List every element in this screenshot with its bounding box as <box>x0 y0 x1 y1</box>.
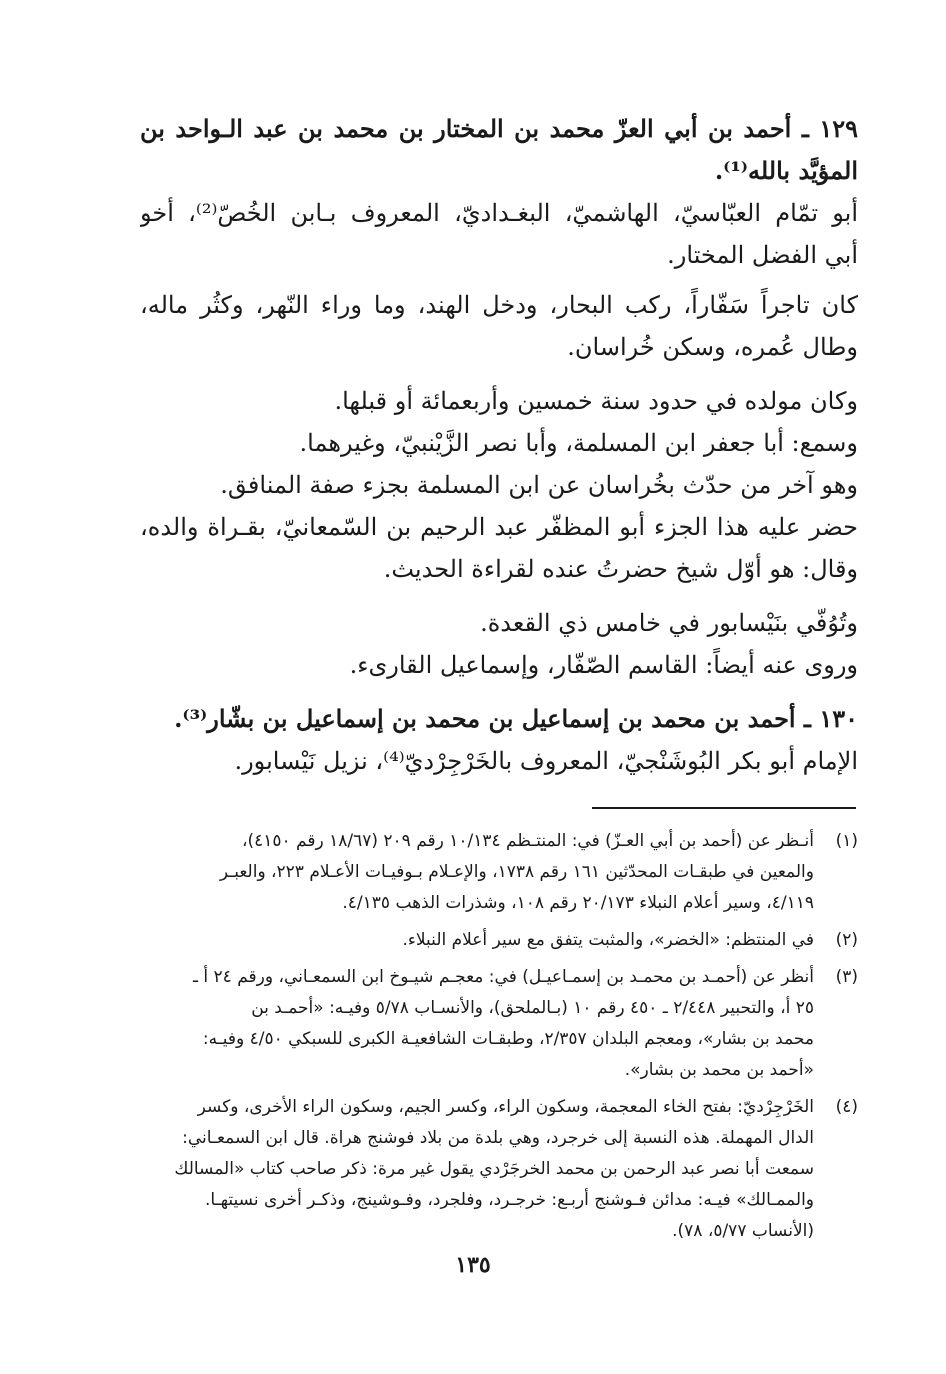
entry-129-paragraph-2-line-1: كان تاجراً سَفّاراً، ركب البحار، ودخل الهند، وما وراء النّهر، وكثُر ماله، <box>140 291 858 319</box>
entry-129-paragraph-4-line-2: وروى عنه أيضاً: القاسم الصّفّار، وإسماعيل القارىء. <box>349 651 858 679</box>
entry-129-heading-line-2: المؤيَّد بالله⁽¹⁾. <box>714 156 858 185</box>
entry-129-paragraph-3-line-5: وقال: هو أوّل شيخ حضرتُ عنده لقراءة الحديث. <box>383 555 858 583</box>
footnote-line: ٤/١١٩، وسير أعلام النبلاء ٢٠/١٧٣ رقم ١٠٨، وشذرات الذهب ٤/١٣٥. <box>342 893 814 913</box>
footnote-line: الدال المهملة. هذه النسبة إلى خرجرد، وهي بلدة من بلاد فوشنج هراة. قال ابن السمعـاني: <box>182 1128 814 1148</box>
footnote-line: الخَرْجِرْديّ: بفتح الخاء المعجمة، وسكون الراء، وكسر الجيم، وسكون الراء الأخرى، وكسر <box>197 1097 814 1117</box>
footnote-line: في المنتظم: «الخضر»، والمثبت يتفق مع سير أعلام النبلاء. <box>402 930 814 950</box>
entry-129-paragraph-3-line-2: وسمع: أبا جعفر ابن المسلمة، وأبا نصر الزَّيْنبيّ، وغيرهما. <box>299 429 858 457</box>
footnote-line: «أحمد بن محمد بن بشار». <box>624 1060 814 1080</box>
entry-129-paragraph-2-line-2: وطال عُمره، وسكن خُراسان. <box>567 333 858 361</box>
main-text <box>140 108 858 782</box>
footnote-line: أنظر عن (أحمـد بن محمـد بن إسمـاعيـل) في: معجـم شيـوخ ابن السمعـاني، ورقم ٢٤ أ ـ <box>193 967 814 987</box>
footnote-line: سمعت أبا نصر عبد الرحمن بن محمد الخرجَرْدي يقول غير مرة: ذكر صاحب كتاب «المسالك <box>174 1159 814 1179</box>
entry-129-paragraph-4-line-1: وتُوُفّي بنَيْسابور في خامس ذي القعدة. <box>480 609 858 637</box>
footnote-number: (٣) <box>835 967 858 987</box>
footnote-4 <box>140 1092 858 1247</box>
entry-129-paragraph-3-line-4: حضر عليه هذا الجزء أبو المظفّر عبد الرحيم بن السّمعانيّ، بقـراة والده، <box>140 513 858 541</box>
page-number: ١٣٥ <box>455 1252 491 1278</box>
footnote-number: (١) <box>835 831 858 851</box>
footnote-1 <box>140 826 858 919</box>
footnote-number: (٢) <box>835 930 858 950</box>
entry-129-paragraph-3-line-1: وكان مولده في حدود سنة خمسين وأربعمائة أو قبلها. <box>334 387 858 415</box>
footnote-line: محمد بن بشار»، ومعجم البلدان ٢/٣٥٧، وطبقـات الشافعيـة الكبرى للسبكي ٤/٥٠ وفيـه: <box>202 1029 814 1049</box>
footnote-line: أنـظر عن (أحمد بن أبي العـزّ) في: المنتـظم ١٠/١٣٤ رقم ٢٠٩ (١٨/٦٧ رقم ٤١٥٠)، <box>241 831 814 851</box>
entry-129-paragraph-1-line-1: أبو تمّام العبّاسيّ، الهاشميّ، البغـداديّ، المعروف بـابن الخُصّ⁽²⁾، أخو <box>140 199 858 227</box>
footnote-3 <box>140 962 858 1086</box>
footnote-2 <box>140 925 858 956</box>
footnote-line: ٢٥ أ، والتحبير ٢/٤٤٨ ـ ٤٥٠ رقم ١٠ (بـالملحق)، والأنسـاب ٥/٧٨ وفيـه: «أحمـد بن <box>251 998 814 1018</box>
entry-129-paragraph-1-line-2: أبي الفضل المختار. <box>667 241 858 269</box>
footnote-separator <box>592 807 856 809</box>
footnote-line: والمعين في طبقـات المحدّثين ١٦١ رقم ١٧٣٨، والإعـلام بـوفيـات الأعـلام ٢٢٣، والعبـر <box>219 862 814 882</box>
entry-130-heading: ١٣٠ ـ أحمد بن محمد بن إسماعيل بن محمد بن إسماعيل بن بشّار⁽³⁾. <box>174 704 858 733</box>
entry-129-paragraph-3-line-3: وهو آخر من حدّث بخُراسان عن ابن المسلمة بجزء صفة المنافق. <box>220 471 858 499</box>
footnote-line: (الأنساب ٥/٧٧، ٧٨). <box>672 1221 814 1241</box>
footnote-line: والممـالك» فيـه: مدائن فـوشنج أربـع: خرجـرد، وفلجرد، وفـوشينج، وذكـر أخرى نسيتهـا. <box>205 1190 814 1210</box>
entry-130-paragraph-1: الإمام أبو بكر البُوشَنْجيّ، المعروف بالخَرْجِرْديّ⁽⁴⁾، نزيل نَيْسابور. <box>234 747 858 775</box>
footnote-number: (٤) <box>835 1097 858 1117</box>
footnotes <box>140 826 858 1253</box>
entry-129-heading-line-1: ١٢٩ ـ أحمد بن أبي العزّ محمد بن المختار بن محمد بن عبد الـواحد بن <box>140 114 858 143</box>
